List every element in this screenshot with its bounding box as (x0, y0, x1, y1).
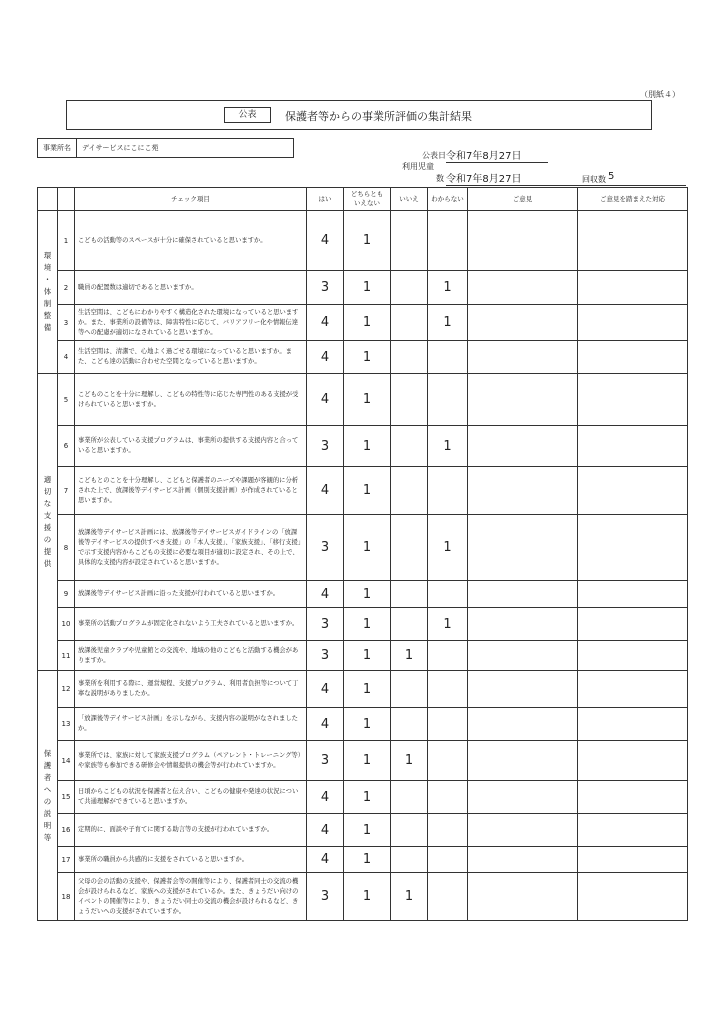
category-char: の (43, 535, 52, 544)
table-row (38, 581, 688, 608)
check-item-text: 放課後等デイサービス計画には、放課後等デイサービスガイドラインの「放課後等デイサービスの提供すべき支援」の「本人支援」、「家族支援」、「移行支援」で示す支援内容からこどもの支援に必要な項目が適切に設定され、その上で、具体的な支援内容が設定されていると思いますか。 (75, 515, 307, 581)
count-no (391, 781, 428, 814)
opinion-cell (468, 781, 578, 814)
title-box (66, 100, 652, 130)
count-neither: 1 (344, 671, 391, 708)
table-row (38, 814, 688, 847)
category-label (38, 211, 58, 374)
row-number: 1 (58, 211, 75, 271)
check-item-text: 父母の会の活動の支援や、保護者会等の開催等により、保護者同士の交流の機会が設けられるなど、家族への支援がされているか。また、きょうだい向けのイベントの開催等により、きょうだい同士の交流の機会が設けられるなど、きょうだいへの支援がされていますか。 (75, 873, 307, 921)
response-count: 5 (608, 171, 615, 182)
opinion-cell (468, 341, 578, 374)
publish-date-label: 公表日 (422, 151, 446, 160)
count-neither: 1 (344, 341, 391, 374)
row-number: 15 (58, 781, 75, 814)
count-yes: 4 (307, 374, 344, 426)
count-neither: 1 (344, 211, 391, 271)
category-char: の (43, 796, 52, 806)
response-cell (578, 374, 688, 426)
table-row (38, 847, 688, 873)
check-item-text: 事業所の職員から共感的に支援をされていると思いますか。 (75, 847, 307, 873)
response-cell (578, 211, 688, 271)
row-number: 18 (58, 873, 75, 921)
response-cell (578, 341, 688, 374)
doc-ref: （別紙４） (640, 90, 680, 99)
check-item-text: 日頃からこどもの状況を保護者と伝え合い、こどもの健康や発達の状況について共通理解ができていると思いますか。 (75, 781, 307, 814)
count-unknown (428, 873, 468, 921)
table-row (38, 781, 688, 814)
count-no (391, 515, 428, 581)
category-char: 支 (43, 511, 52, 520)
count-no (391, 814, 428, 847)
check-item-text: 事業所を利用する際に、運営規程、支援プログラム、利用者負担等について丁寧な説明がありましたか。 (75, 671, 307, 708)
header-neither-line1: どちらとも (350, 190, 384, 198)
table-header-row (38, 188, 688, 211)
response-cell (578, 708, 688, 741)
count-unknown: 1 (428, 271, 468, 305)
opinion-cell (468, 581, 578, 608)
response-cell (578, 608, 688, 641)
user-count-value: 令和7年8月27日 (446, 170, 686, 186)
category-char: 援 (43, 523, 52, 532)
category-char: な (43, 499, 52, 508)
opinion-cell (468, 271, 578, 305)
count-yes: 3 (307, 873, 344, 921)
count-no (391, 708, 428, 741)
opinion-cell (468, 873, 578, 921)
count-yes: 4 (307, 847, 344, 873)
count-yes: 4 (307, 341, 344, 374)
header-neither-line2: いえない (354, 199, 380, 207)
row-number: 4 (58, 341, 75, 374)
response-cell (578, 271, 688, 305)
category-char: 護 (43, 760, 52, 770)
header-opinion: ご意見 (468, 188, 578, 211)
count-yes: 3 (307, 641, 344, 671)
category-char: 提 (43, 547, 52, 556)
check-item-text: 生活空間は、清潔で、心地よく過ごせる環境になっていると思いますか。また、こども達の活動に合わせた空間となっていると思いますか。 (75, 341, 307, 374)
header-unknown: わからない (428, 188, 468, 211)
count-unknown: 1 (428, 305, 468, 341)
count-unknown (428, 741, 468, 781)
row-number: 10 (58, 608, 75, 641)
count-unknown (428, 211, 468, 271)
count-no (391, 847, 428, 873)
count-unknown (428, 781, 468, 814)
count-unknown (428, 641, 468, 671)
count-no (391, 467, 428, 515)
count-unknown (428, 671, 468, 708)
count-unknown (428, 341, 468, 374)
category-label (38, 671, 58, 921)
response-cell (578, 873, 688, 921)
row-number: 8 (58, 515, 75, 581)
check-item-text: 「放課後等デイサービス計画」を示しながら、支援内容の説明がなされましたか。 (75, 708, 307, 741)
count-unknown (428, 814, 468, 847)
table-row (38, 873, 688, 921)
category-char: 制 (43, 299, 52, 308)
count-neither: 1 (344, 814, 391, 847)
check-item-text: 職員の配置数は適切であると思いますか。 (75, 271, 307, 305)
category-char: 整 (43, 311, 52, 320)
count-yes: 4 (307, 814, 344, 847)
table-row (38, 708, 688, 741)
count-neither: 1 (344, 641, 391, 671)
response-label: 回収数 (582, 175, 606, 184)
response-cell (578, 781, 688, 814)
row-number: 11 (58, 641, 75, 671)
row-number: 2 (58, 271, 75, 305)
row-number: 12 (58, 671, 75, 708)
opinion-cell (468, 515, 578, 581)
category-char: 者 (43, 772, 52, 782)
table-row (38, 741, 688, 781)
check-item-text: こどもの活動等のスペースが十分に確保されていると思いますか。 (75, 211, 307, 271)
header-blank-no (58, 188, 75, 211)
count-neither: 1 (344, 781, 391, 814)
publish-date: 令和7年8月27日 (446, 147, 548, 163)
count-neither: 1 (344, 708, 391, 741)
row-number: 14 (58, 741, 75, 781)
count-neither: 1 (344, 305, 391, 341)
table-row (38, 671, 688, 708)
table-body (38, 211, 688, 921)
category-char: 備 (43, 323, 52, 332)
row-number: 5 (58, 374, 75, 426)
category-char: 等 (43, 832, 52, 842)
count-neither: 1 (344, 741, 391, 781)
count-neither: 1 (344, 873, 391, 921)
table-row (38, 467, 688, 515)
opinion-cell (468, 305, 578, 341)
row-number: 13 (58, 708, 75, 741)
header-yes: はい (307, 188, 344, 211)
table-row (38, 305, 688, 341)
category-char: 切 (43, 487, 52, 496)
count-no (391, 426, 428, 467)
row-number: 6 (58, 426, 75, 467)
count-unknown: 1 (428, 608, 468, 641)
count-yes: 3 (307, 515, 344, 581)
category-char: 体 (43, 287, 52, 296)
check-item-text: 放課後児童クラブや児童館との交流や、地域の他のこどもと活動する機会がありますか。 (75, 641, 307, 671)
row-number: 16 (58, 814, 75, 847)
response-cell (578, 467, 688, 515)
count-no (391, 305, 428, 341)
count-yes: 3 (307, 271, 344, 305)
category-label (38, 374, 58, 671)
response-cell (578, 741, 688, 781)
count-no (391, 341, 428, 374)
count-no: 1 (391, 873, 428, 921)
count-no: 1 (391, 741, 428, 781)
table-row (38, 271, 688, 305)
count-unknown (428, 581, 468, 608)
count-neither: 1 (344, 608, 391, 641)
response-cell (578, 641, 688, 671)
count-unknown: 1 (428, 426, 468, 467)
count-no: 1 (391, 641, 428, 671)
office-box (37, 138, 294, 158)
check-item-text: 事業所では、家族に対して家族支援プログラム（ペアレント・トレーニング等）や家族等も参加できる研修会や情報提供の機会等が行われていますか。 (75, 741, 307, 781)
table-row (38, 374, 688, 426)
count-unknown (428, 847, 468, 873)
user-count-label-2: 数 (436, 174, 444, 183)
category-char: 保 (43, 748, 52, 758)
count-yes: 4 (307, 671, 344, 708)
check-item-text: 事業所が公表している支援プログラムは、事業所の提供する支援内容と合っていると思いますか。 (75, 426, 307, 467)
response-cell (578, 581, 688, 608)
evaluation-table (37, 187, 688, 921)
opinion-cell (468, 211, 578, 271)
check-item-text: こどもとのことを十分理解し、こどもと保護者のニーズや課題が客観的に分析された上で、放課後等デイサービス計画（個別支援計画）が作成されていると思いますか。 (75, 467, 307, 515)
count-neither: 1 (344, 271, 391, 305)
opinion-cell (468, 671, 578, 708)
count-yes: 4 (307, 467, 344, 515)
count-yes: 3 (307, 608, 344, 641)
category-char: 境 (43, 263, 52, 272)
response-cell (578, 671, 688, 708)
count-unknown (428, 467, 468, 515)
count-no (391, 211, 428, 271)
count-no (391, 271, 428, 305)
count-neither: 1 (344, 515, 391, 581)
response-cell (578, 305, 688, 341)
header-no: いいえ (391, 188, 428, 211)
count-neither: 1 (344, 581, 391, 608)
count-yes: 3 (307, 741, 344, 781)
check-item-text: 生活空間は、こどもにわかりやすく構造化された環境になっていると思いますか。また、事業所の設備等は、障害特性に応じて、バリアフリー化や情報伝達等への配慮が適切になされていると思いますか。 (75, 305, 307, 341)
row-number: 17 (58, 847, 75, 873)
header-blank-cat (38, 188, 58, 211)
opinion-cell (468, 608, 578, 641)
count-yes: 4 (307, 781, 344, 814)
count-no (391, 608, 428, 641)
check-item-text: 定期的に、面談や子育てに関する助言等の支援が行われていますか。 (75, 814, 307, 847)
table-row (38, 341, 688, 374)
table-row (38, 641, 688, 671)
count-no (391, 671, 428, 708)
opinion-cell (468, 467, 578, 515)
row-number: 3 (58, 305, 75, 341)
header-check-item: チェック項目 (75, 188, 307, 211)
count-neither: 1 (344, 374, 391, 426)
header-neither (344, 188, 391, 211)
row-number: 7 (58, 467, 75, 515)
count-unknown: 1 (428, 515, 468, 581)
count-neither: 1 (344, 426, 391, 467)
category-char: ・ (43, 275, 52, 284)
table-row (38, 426, 688, 467)
user-count-label-1: 利用児童 (402, 162, 434, 171)
check-item-text: こどものことを十分に理解し、こどもの特性等に応じた専門性のある支援が受けられていると思いますか。 (75, 374, 307, 426)
check-item-text: 事業所の活動プログラムが固定化されないよう工夫されていると思いますか。 (75, 608, 307, 641)
response-cell (578, 515, 688, 581)
response-cell (578, 426, 688, 467)
category-char: 適 (43, 475, 52, 484)
opinion-cell (468, 374, 578, 426)
opinion-cell (468, 847, 578, 873)
opinion-cell (468, 426, 578, 467)
response-cell (578, 814, 688, 847)
count-no (391, 374, 428, 426)
response-cell (578, 847, 688, 873)
category-char: 環 (43, 251, 52, 260)
category-char: 明 (43, 820, 52, 830)
kohyo-label: 公表 (224, 107, 271, 123)
office-label: 事業所名 (38, 139, 77, 157)
table-row (38, 515, 688, 581)
count-yes: 4 (307, 305, 344, 341)
category-char: 供 (43, 559, 52, 568)
check-item-text: 放課後等デイサービス計画に沿った支援が行われていると思いますか。 (75, 581, 307, 608)
count-no (391, 581, 428, 608)
count-unknown (428, 374, 468, 426)
count-neither: 1 (344, 847, 391, 873)
count-yes: 4 (307, 581, 344, 608)
count-yes: 4 (307, 211, 344, 271)
count-neither: 1 (344, 467, 391, 515)
count-yes: 4 (307, 708, 344, 741)
category-char: 説 (43, 808, 52, 818)
opinion-cell (468, 741, 578, 781)
office-name: デイサービスにこにこ苑 (82, 144, 159, 152)
opinion-cell (468, 708, 578, 741)
opinion-cell (468, 641, 578, 671)
page-title: 保護者等からの事業所評価の集計結果 (285, 110, 472, 123)
header-response: ご意見を踏まえた対応 (578, 188, 688, 211)
category-char: へ (43, 784, 52, 794)
count-unknown (428, 708, 468, 741)
table-row (38, 211, 688, 271)
opinion-cell (468, 814, 578, 847)
table-row (38, 608, 688, 641)
count-yes: 3 (307, 426, 344, 467)
row-number: 9 (58, 581, 75, 608)
